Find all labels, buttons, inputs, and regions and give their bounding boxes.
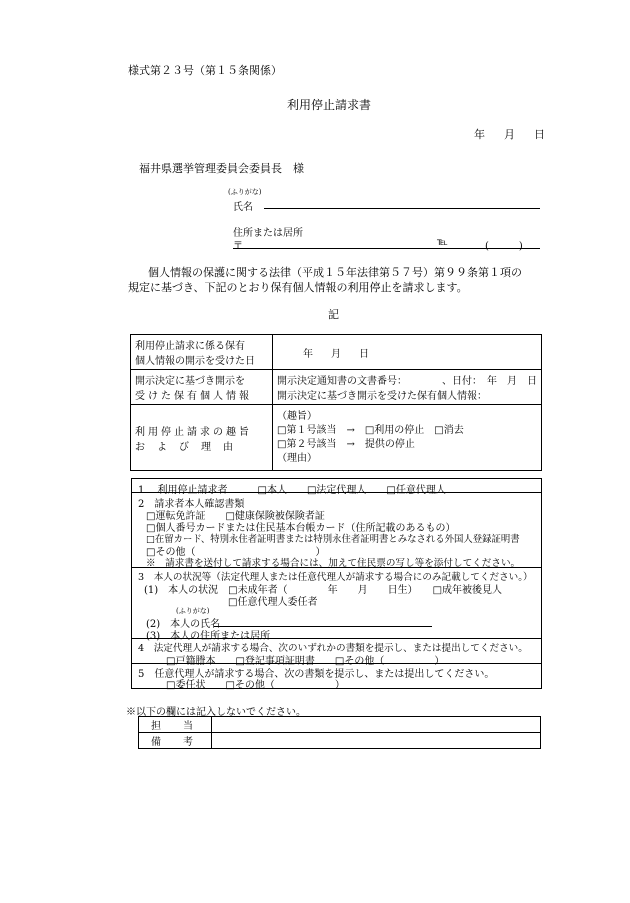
- office-use-note: ※以下の欄には記入しないでください。: [126, 707, 306, 718]
- principal-address-label: (3) 本人の住所または居所: [146, 631, 271, 642]
- postal-mark: 〒: [233, 241, 243, 252]
- disclosed-info-label: 開示決定に基づき開示を 受けた保有個人情報: [131, 370, 273, 405]
- id-docs-title: 2 請求者本人確認書類: [138, 499, 245, 510]
- principal-status-title: 3 本人の状況等（法定代理人または任意代理人が請求する場合にのみ記載してください。）: [138, 572, 533, 583]
- requester-info-box: [131, 478, 542, 689]
- principal-name-label: (2) 本人の氏名: [146, 619, 221, 630]
- name-line[interactable]: [264, 208, 540, 209]
- purpose-reason-value[interactable]: （趣旨） □第１号該当 → □利用の停止 □消去 □第２号該当 → 提供の停止 （理由）: [273, 405, 542, 471]
- address-line[interactable]: [233, 248, 540, 249]
- id-docs-line-2[interactable]: □個人番号カードまたは住民基本台帳カード（住所記載のあるもの）: [146, 523, 456, 534]
- voluntary-agent-title: 5 任意代理人が請求する場合、次の書類を提示し、または提出してください。: [138, 669, 495, 680]
- id-docs-line-4[interactable]: □その他（ ）: [146, 547, 326, 558]
- purpose-reason-label: 利用停止請求の趣旨 および理由: [131, 405, 273, 471]
- request-details-table: [130, 334, 542, 471]
- office-use-table: [138, 716, 541, 749]
- received-date-value[interactable]: 年 月 日: [273, 335, 542, 370]
- tel-paren: ( ): [485, 241, 523, 252]
- id-docs-line-3[interactable]: □在留カード、特別永住者証明書または特別永住者証明書とみなされる外国人登録証明書: [146, 534, 520, 545]
- requester-type-row[interactable]: 1 利用停止請求者 □本人 □法定代理人 □任意代理人: [138, 485, 446, 496]
- legal-agent-docs[interactable]: □戸籍謄本 □登記事項証明書 □その他（ ）: [166, 656, 445, 667]
- legal-agent-title: 4 法定代理人が請求する場合、次のいずれかの書類を提示し、または提出してください。: [138, 643, 528, 654]
- principal-status-line-1[interactable]: (1) 本人の状況 □未成年者（ 年 月 日生） □成年被後見人: [144, 585, 503, 596]
- office-use-remarks-value: [212, 733, 541, 749]
- ki-mark: 記: [328, 308, 339, 321]
- principal-furigana: (ふりがな): [176, 607, 210, 615]
- intro-line-1: 個人情報の保護に関する法律（平成１５年法律第５７号）第９９条第１項の: [148, 266, 522, 279]
- office-use-staff-label: 担 当: [139, 717, 212, 733]
- name-label: 氏名: [233, 202, 253, 213]
- id-docs-line-1[interactable]: □運転免許証 □健康保険被保険者証: [146, 511, 325, 522]
- office-use-remarks-label: 備 考: [139, 733, 212, 749]
- tel-icon: ℡: [437, 237, 448, 248]
- received-date-label: 利用停止請求に係る保有 個人情報の開示を受けた日: [131, 335, 273, 370]
- date-line: 年 月 日: [474, 128, 549, 141]
- id-docs-note: ※ 請求書を送付して請求する場合には、加えて住民票の写し等を添付してください。: [146, 558, 521, 569]
- disclosed-info-value[interactable]: 開示決定通知書の文書番号： 、日付： 年 月 日 開示決定に基づき開示を受けた保有個人情報：: [273, 370, 542, 405]
- page-title: 利用停止請求書: [287, 98, 372, 112]
- furigana-label: (ふりがな): [228, 188, 262, 196]
- voluntary-agent-docs[interactable]: □委任状 □その他（ ）: [166, 680, 345, 691]
- address-label: 住所または居所: [233, 228, 303, 239]
- form-number: 様式第２３号（第１５条関係）: [128, 64, 282, 77]
- office-use-staff-value: [212, 717, 541, 733]
- addressee: 福井県選挙管理委員会委員長 様: [139, 162, 304, 175]
- principal-status-line-2[interactable]: □任意代理人委任者: [228, 597, 318, 608]
- intro-line-2: 規定に基づき、下記のとおり保有個人情報の利用停止を請求します。: [128, 281, 468, 294]
